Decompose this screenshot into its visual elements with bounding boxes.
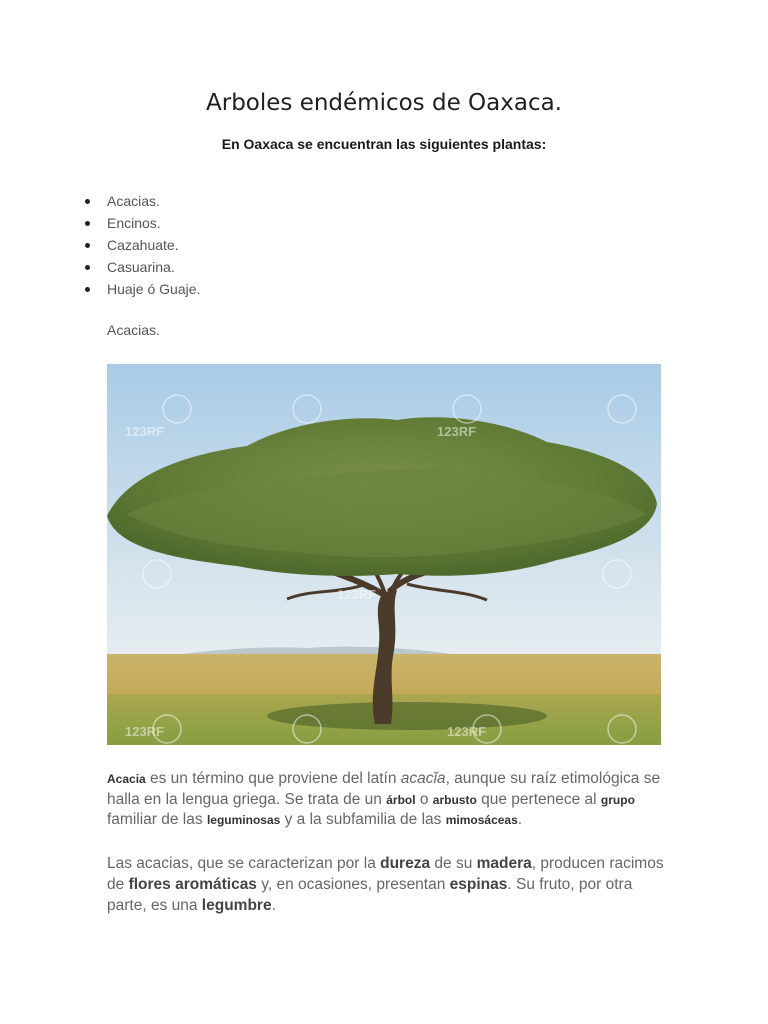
list-item-label: Huaje ó Guaje. (107, 281, 201, 297)
bullet-icon (85, 199, 90, 204)
bullet-icon (85, 221, 90, 226)
text-span: . Su fruto, por otra parte, es una (107, 876, 633, 914)
watermark-text: 123RF (437, 424, 477, 439)
latin-word: acacĭa (400, 770, 446, 787)
text-span: , aunque su raíz etimológica se halla en la lengua griega. Se trata de un (107, 770, 661, 808)
text-span: y, en ocasiones, presentan (256, 876, 450, 893)
list-item (83, 234, 200, 256)
bullet-icon (85, 287, 90, 292)
text-span: . (271, 897, 276, 914)
watermark-text: 123RF (125, 424, 165, 439)
watermark-text: 123RF (337, 587, 377, 602)
link-word[interactable]: árbol (386, 792, 416, 807)
list-item (83, 212, 200, 234)
link-word[interactable]: grupo (600, 792, 635, 807)
bullet-icon (85, 243, 90, 248)
text-span: es un término que proviene del latín (145, 770, 401, 787)
acacia-tree-photo (107, 364, 661, 745)
paragraph-acacia-definition (107, 769, 667, 831)
watermark-text: 123RF (447, 724, 487, 739)
link-word[interactable]: Acacia (107, 772, 146, 786)
text-span: y a la subfamilia de las (280, 811, 446, 828)
link-word[interactable]: legumbre (201, 897, 272, 914)
section-label-acacias: Acacias. (107, 322, 160, 338)
link-word[interactable]: espinas (449, 876, 508, 893)
link-word[interactable]: flores aromáticas (128, 876, 257, 893)
text-span: o (415, 790, 433, 808)
list-item-label: Casuarina. (107, 259, 175, 275)
text-span: Las acacias, que se caracterizan por la (107, 855, 381, 872)
list-item (83, 190, 200, 212)
text-span: , producen racimos de (107, 855, 664, 893)
list-item-label: Acacias. (107, 193, 160, 209)
link-word[interactable]: madera (476, 855, 532, 872)
link-word[interactable]: arbusto (432, 792, 477, 807)
list-item-label: Encinos. (107, 215, 161, 231)
text-span: . (517, 811, 523, 828)
text-span: familiar de las (107, 811, 207, 828)
text-span: que pertenece al (476, 790, 601, 808)
link-word[interactable]: leguminosas (206, 813, 281, 827)
document-subtitle: En Oaxaca se encuentran las siguientes plantas: (221, 136, 547, 152)
document-title: Arboles endémicos de Oaxaca. (206, 90, 562, 116)
link-word[interactable]: dureza (380, 855, 431, 872)
list-item (83, 256, 200, 278)
list-item (83, 278, 200, 300)
plants-list (83, 190, 200, 300)
text-span: de su (430, 855, 477, 872)
watermark-text: 123RF (125, 724, 165, 739)
link-word[interactable]: mimosáceas (445, 813, 518, 827)
bullet-icon (85, 265, 90, 270)
list-item-label: Cazahuate. (107, 237, 179, 253)
paragraph-acacia-characteristics (107, 853, 667, 916)
